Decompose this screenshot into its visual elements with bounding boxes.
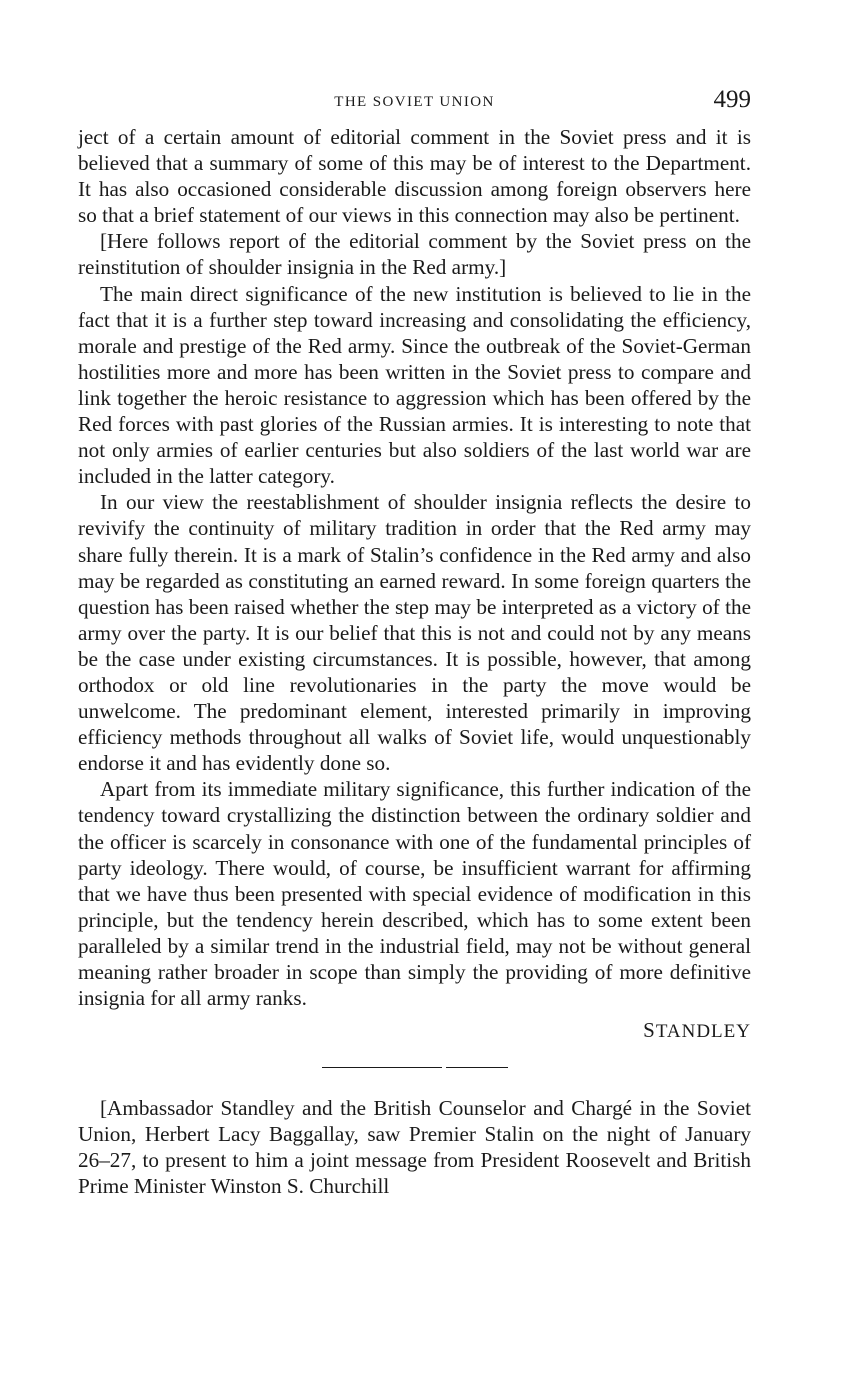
body-paragraph-3: The main direct significance of the new institution is believed to lie in the fact that it is a further step toward increasing and consolidating the efficiency, morale and prestige of the Red army. Since the outbreak of the Soviet-German hostilities more and more has been written in the Soviet press to compare and link together the heroic resistance to aggression which has been offered by the Red forces with past glories of the Russian armies. It is interesting to note that not only armies of earlier centuries but also soldiers of the last world war are included in the latter category. (78, 281, 751, 489)
page-number: 499 (713, 86, 751, 113)
running-title: THE SOVIET UNION (334, 94, 495, 110)
body-paragraph-4: In our view the reestablishment of shoulder insignia reflects the desire to revivify the continuity of military tradition in order that the Red army may share fully therein. It is a mark of Stalin’s confidence in the Red army and also may be regarded as constituting an earned reward. In some foreign quarters the question has been raised whether the step may be interpreted as a victory of the army over the party. It is our belief that this is not and could not by any means be the case under existing circumstances. It is possible, however, that among orthodox or old line revolutionaries in the party the move would be unwelcome. The predominant element, interested primarily in improving efficiency methods throughout all walks of Soviet life, would unquestionably endorse it and has evidently done so. (78, 490, 751, 776)
signature (78, 1017, 751, 1045)
signature-rest: TANDLEY (655, 1021, 751, 1043)
signature-initial: S (643, 1018, 656, 1043)
divider-rule-long (322, 1067, 442, 1068)
body-paragraph-2: [Here follows report of the editorial comment by the Soviet press on the reinstitution of shoulder insignia in the Red army.] (78, 229, 751, 280)
document-page (78, 84, 751, 1200)
body-paragraph-5: Apart from its immediate military significance, this further indication of the tendency toward crystallizing the distinction between the ordinary soldier and the officer is scarcely in consonance with one of the fundamental principles of party ideology. There would, of course, be insufficient warrant for affirming that we have thus been presented with special evidence of modification in this principle, but the tendency herein described, which has to some extent been paralleled by a similar trend in the industrial field, may not be without general meaning rather broader in scope than simply the providing of more definitive insignia for all army ranks. (78, 777, 751, 1011)
divider-rule-short (446, 1067, 508, 1068)
body-paragraph-1: ject of a certain amount of editorial comment in the Soviet press and it is believed that a summary of some of this may be of interest to the Department. It has also occasioned considerable discussion among foreign observers here so that a brief statement of our views in this connection may also be pertinent. (78, 125, 751, 228)
editorial-note: [Ambassador Standley and the British Counselor and Chargé in the Soviet Union, Herbert Lacy Baggallay, saw Premier Stalin on the night of January 26–27, to present to him a joint message from President Roosevelt and British Prime Minister Winston S. Churchill (78, 1096, 751, 1199)
running-head (78, 84, 751, 124)
section-divider (78, 1051, 751, 1081)
spacer (78, 1081, 751, 1095)
